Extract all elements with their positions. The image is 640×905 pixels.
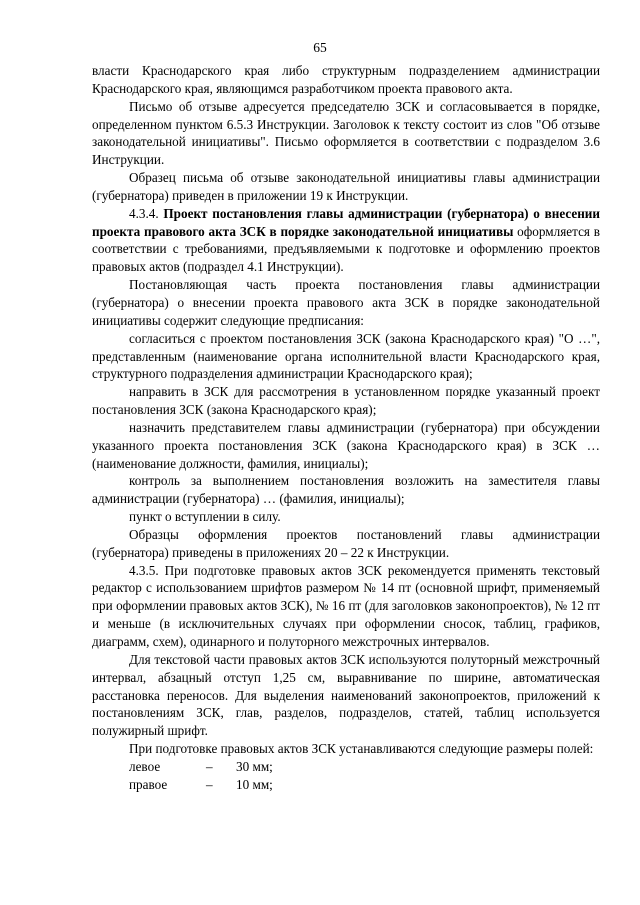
list-item: контроль за выполнением постановления возложить на заместителя главы администрации (губернатора) … (фамилия, инициалы); [92, 473, 600, 507]
list-item: направить в ЗСК для рассмотрения в установленном порядке указанный проект постановления ЗСК (закона Краснодарского края); [92, 384, 600, 418]
margin-value: 10 мм; [236, 776, 273, 792]
paragraph-text: оформляется в соответствии с требованиями, предъявляемыми к подготовке и оформлению проектов правовых актов (подраздел 4.1 Инструкции). [92, 223, 601, 275]
section-heading: Проект постановления главы администрации (губернатора) о внесении проекта правового акта ЗСК в порядке законодательной инициативы [92, 205, 600, 239]
list-item: назначить представителем главы администрации (губернатора) при обсуждении указанного проекта постановления ЗСК (закона Краснодарского края) в ЗСК … (наименование должности, фамилия, инициалы); [92, 419, 600, 471]
margin-dash: – [206, 758, 213, 774]
margin-list [129, 758, 600, 794]
list-item: согласиться с проектом постановления ЗСК (закона Краснодарского края) "О …", представленным (наименование органа исполнительной власти Краснодарского края, структурного подразделения администрации Краснодарского края); [92, 330, 600, 382]
paragraph: власти Краснодарского края либо структурным подразделением администрации Краснодарского края, являющимся разработчиком проекта правового акта. [92, 63, 600, 96]
section-paragraph-4-3-5: 4.3.5. При подготовке правовых актов ЗСК рекомендуется применять текстовый редактор с использованием шрифтов размером № 14 пт (основной шрифт, применяемый при оформлении правовых актов ЗСК), № 16 пт (для заголовков законопроектов), № 12 пт и меньше (в исключительных случаях при оформлении сносок, таблиц, графиков, диаграмм, схем), одинарного и полуторного межстрочных интервалов. [92, 562, 600, 649]
margin-row [129, 776, 600, 794]
paragraph: При подготовке правовых актов ЗСК устанавливаются следующие размеры полей: [129, 741, 594, 757]
paragraph: Образцы оформления проектов постановлений главы администрации (губернатора) приведены в приложениях 20 – 22 к Инструкции. [92, 526, 600, 560]
list-item: пункт о вступлении в силу. [129, 509, 281, 525]
margin-dash: – [206, 776, 213, 792]
margin-value: 30 мм; [236, 758, 273, 774]
document-body [92, 62, 600, 794]
section-paragraph-4-3-4 [92, 205, 600, 276]
paragraph: Для текстовой части правовых актов ЗСК используются полуторный межстрочный интервал, абзацный отступ 1,25 см, выравнивание по ширине, автоматическая расстановка переносов. Для выделения наименований законопроектов, приложений к постановлениям ЗСК, глав, разделов, подразделов, статей, таблиц используется полужирный шрифт. [92, 651, 600, 739]
paragraph: Письмо об отзыве адресуется председателю ЗСК и согласовывается в порядке, определенном пунктом 6.5.3 Инструкции. Заголовок к тексту состоит из слов "Об отзыве законодательной инициативы". Письмо оформляется в соответствии с подразделом 3.6 Инструкции. [92, 98, 600, 168]
paragraph: Постановляющая часть проекта постановления главы администрации (губернатора) о внесении проекта правового акта ЗСК в порядке законодательной инициативы содержит следующие предписания: [92, 277, 600, 328]
margin-name: левое [129, 758, 161, 774]
margin-name: правое [129, 776, 168, 792]
margin-row [129, 758, 600, 776]
page-number: 65 [313, 40, 327, 55]
paragraph: Образец письма об отзыве законодательной инициативы главы администрации (губернатора) приведен в приложении 19 к Инструкции. [92, 170, 600, 203]
section-number: 4.3.4. [129, 205, 159, 221]
